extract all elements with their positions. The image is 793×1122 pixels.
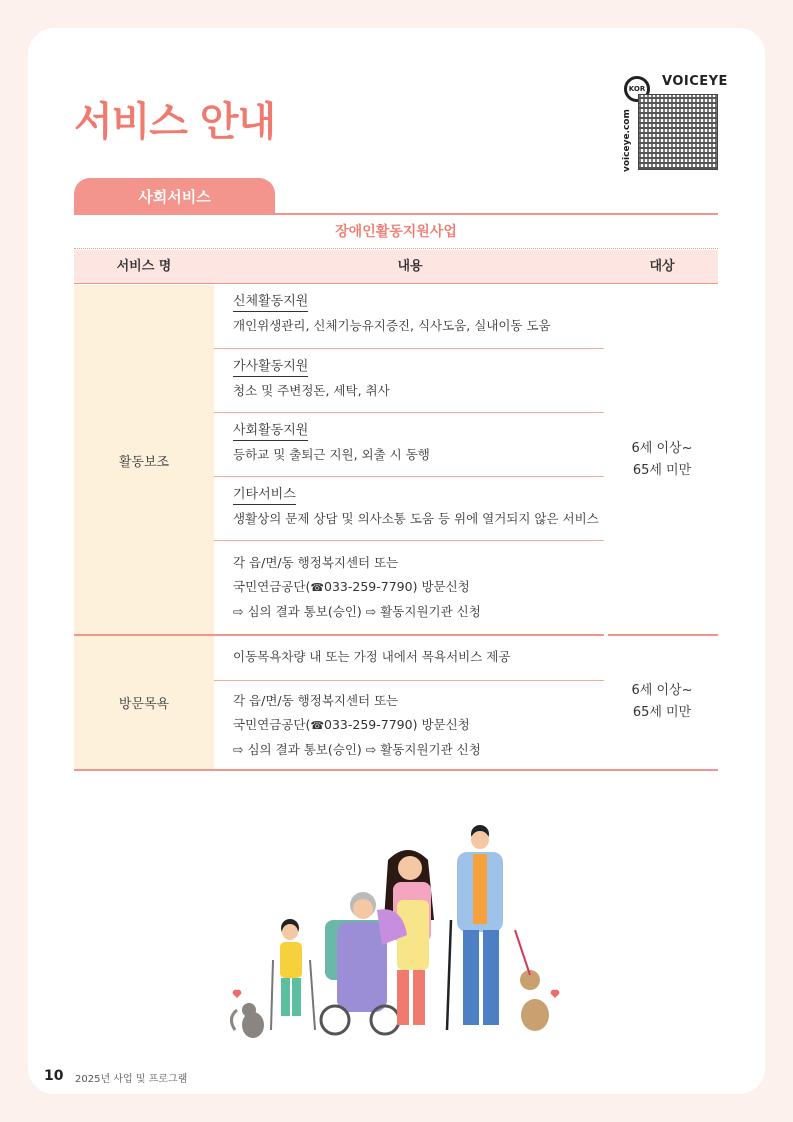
phone-icon: ☎ bbox=[310, 581, 325, 594]
service-name-cell: 활동보조 bbox=[74, 285, 214, 635]
list-item bbox=[214, 486, 604, 527]
program-title: 장애인활동지원사업 bbox=[335, 224, 457, 240]
arrow-right-icon: ⇨ bbox=[365, 742, 377, 757]
apply-line: 각 읍/면/동 행정복지센터 또는 bbox=[233, 693, 399, 708]
application-info bbox=[214, 551, 604, 624]
row-divider bbox=[214, 680, 604, 681]
table-bottom-border bbox=[74, 769, 718, 771]
dotted-divider bbox=[74, 248, 718, 249]
target-line: 6세 이상~ bbox=[631, 683, 693, 698]
group-divider bbox=[608, 634, 718, 636]
item-description: 생활상의 문제 상담 및 의사소통 도움 등 위에 열거되지 않은 서비스 bbox=[233, 511, 599, 526]
apply-text: 활동지원기관 신청 bbox=[380, 742, 481, 757]
item-heading: 기타서비스 bbox=[233, 486, 296, 505]
footer-text: 2025년 사업 및 프로그램 bbox=[75, 1074, 188, 1085]
row-divider bbox=[214, 412, 604, 413]
kor-badge: KOR bbox=[624, 76, 650, 102]
section-divider bbox=[74, 213, 718, 215]
apply-line bbox=[233, 600, 604, 624]
list-item bbox=[214, 422, 604, 463]
qr-code-icon bbox=[638, 94, 718, 170]
row-divider bbox=[214, 476, 604, 477]
family-illustration bbox=[225, 820, 565, 1045]
arrow-right-icon: ⇨ bbox=[233, 742, 244, 757]
apply-text: 국민연금공단( bbox=[233, 579, 311, 594]
page-number: 10 bbox=[44, 1068, 64, 1084]
heart-icon bbox=[233, 990, 242, 998]
target-cell bbox=[606, 680, 718, 724]
apply-line: 각 읍/면/동 행정복지센터 또는 bbox=[233, 555, 399, 570]
list-item bbox=[214, 648, 604, 665]
item-heading: 가사활동지원 bbox=[233, 358, 308, 377]
service-name-cell: 방문목욕 bbox=[74, 636, 214, 769]
apply-line bbox=[233, 575, 604, 600]
phone-number: 033-259-7790 bbox=[324, 717, 413, 732]
child-figure bbox=[271, 919, 315, 1030]
voiceye-qr[interactable] bbox=[622, 74, 728, 172]
item-heading: 신체활동지원 bbox=[233, 293, 308, 312]
apply-text: 활동지원기관 신청 bbox=[380, 604, 481, 619]
arrow-right-icon: ⇨ bbox=[365, 604, 377, 619]
item-description: 개인위생관리, 신체기능유지증진, 식사도움, 실내이동 도움 bbox=[233, 318, 551, 333]
apply-line bbox=[233, 713, 604, 738]
man-figure bbox=[447, 825, 503, 1030]
page-title: 서비스 안내 bbox=[74, 99, 276, 145]
apply-text: ) 방문신청 bbox=[412, 579, 470, 594]
voiceye-url: voiceye.com bbox=[622, 109, 632, 172]
apply-text: 국민연금공단( bbox=[233, 717, 311, 732]
cat-icon bbox=[231, 1003, 264, 1038]
item-description: 등하교 및 출퇴근 지원, 외출 시 동행 bbox=[233, 447, 430, 462]
heart-icon bbox=[551, 990, 560, 998]
item-description: 이동목욕차량 내 또는 가정 내에서 목욕서비스 제공 bbox=[233, 649, 511, 664]
target-line: 65세 미만 bbox=[632, 463, 692, 478]
dog-icon bbox=[515, 930, 549, 1031]
item-heading: 사회활동지원 bbox=[233, 422, 308, 441]
table-header bbox=[74, 250, 718, 284]
voiceye-brand: VOICEYE bbox=[662, 74, 728, 89]
header-target: 대상 bbox=[649, 259, 675, 274]
item-description: 청소 및 주변정돈, 세탁, 취사 bbox=[233, 383, 390, 398]
list-item bbox=[214, 358, 604, 399]
arrow-right-icon: ⇨ bbox=[233, 604, 244, 619]
target-line: 65세 미만 bbox=[632, 705, 692, 720]
application-info bbox=[214, 689, 604, 762]
header-service-name: 서비스 명 bbox=[116, 259, 172, 274]
section-tab: 사회서비스 bbox=[74, 178, 275, 214]
row-divider bbox=[214, 348, 604, 349]
list-item bbox=[214, 293, 604, 334]
apply-text: 심의 결과 통보(승인) bbox=[247, 742, 362, 757]
phone-number: 033-259-7790 bbox=[324, 579, 413, 594]
target-line: 6세 이상~ bbox=[631, 441, 693, 456]
target-cell bbox=[606, 438, 718, 482]
phone-icon: ☎ bbox=[310, 719, 325, 732]
apply-text: 심의 결과 통보(승인) bbox=[247, 604, 362, 619]
row-divider bbox=[214, 540, 604, 541]
apply-text: ) 방문신청 bbox=[412, 717, 470, 732]
apply-line bbox=[233, 738, 604, 762]
header-content: 내용 bbox=[397, 259, 423, 274]
